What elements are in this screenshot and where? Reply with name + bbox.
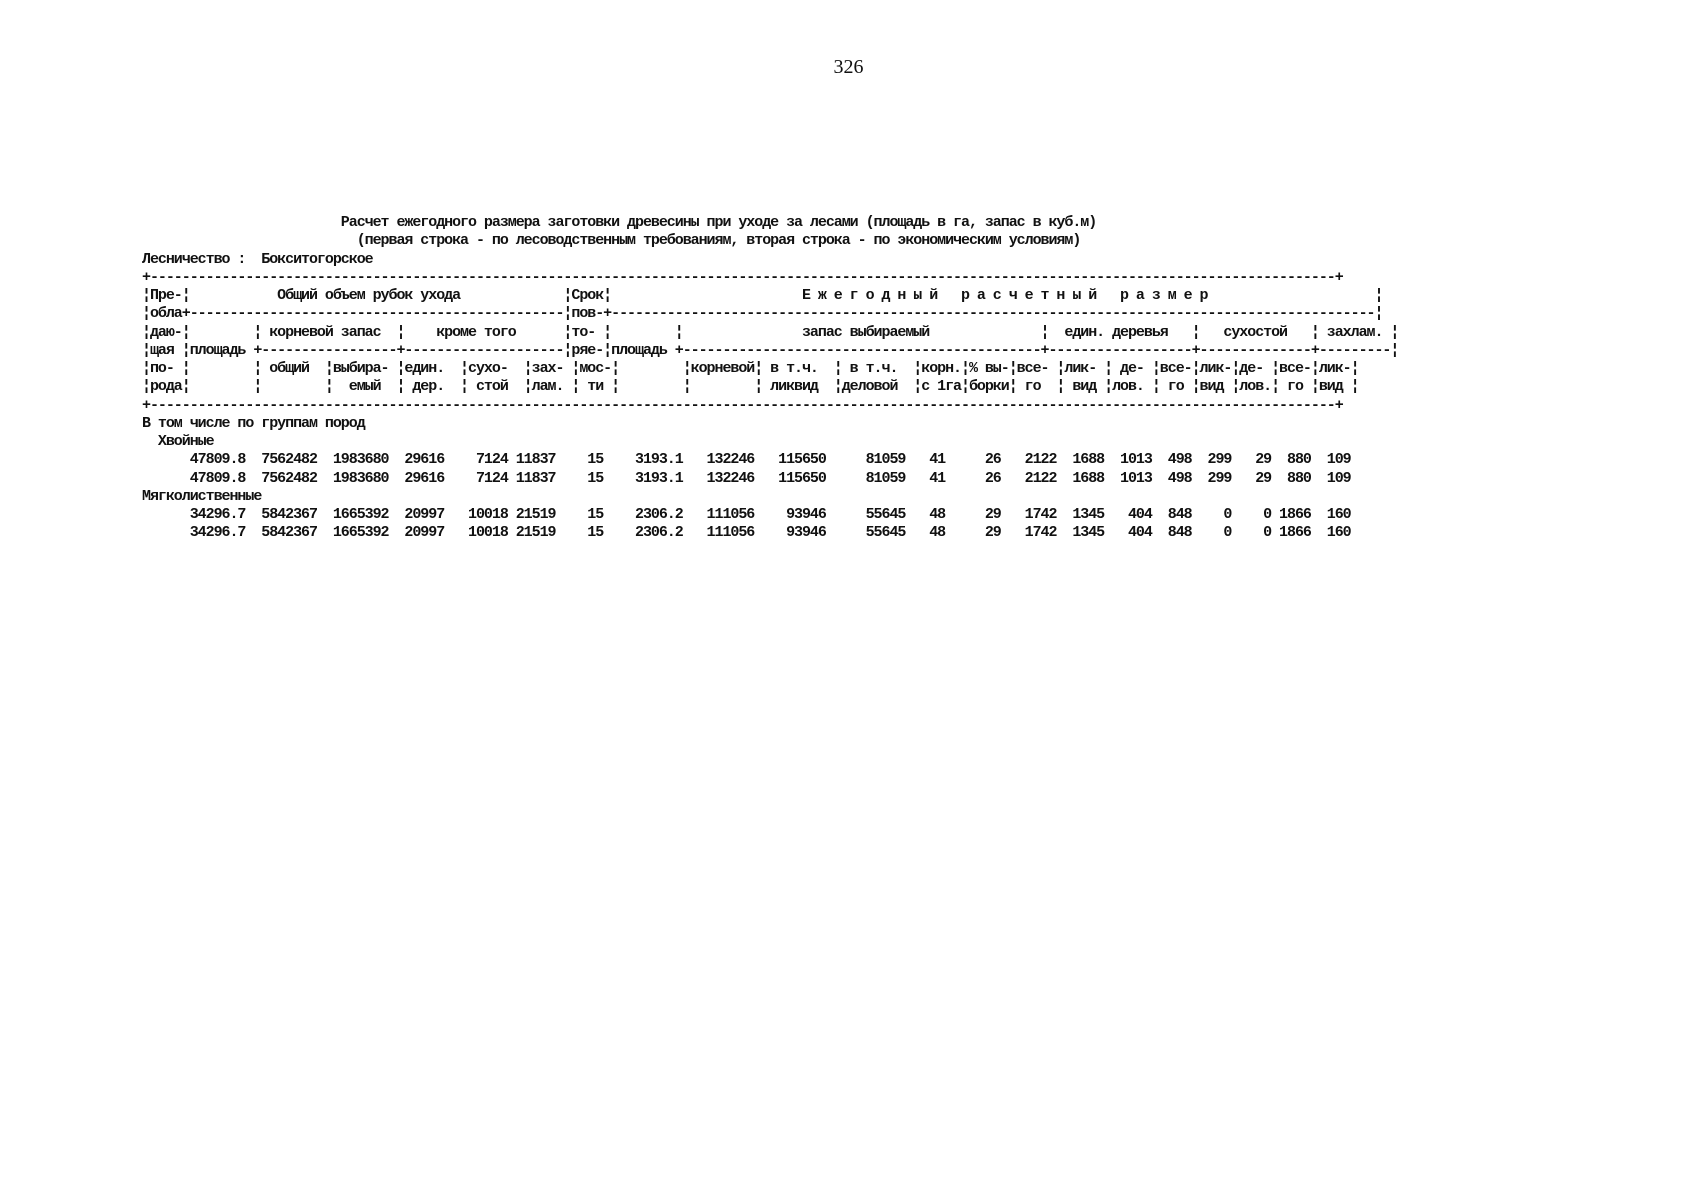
table-header-row-2: ¦обла+-----------------------------------------------¦пов-+------------------------------------------------------------------------------------------------¦ [142,305,1383,323]
report-subtitle-line: (первая строка - по лесоводственным требованиям, вторая строка - по экономическим условиям) [142,232,1081,250]
table-top-border: +-----------------------------------------------------------------------------------------------------------------------------------------------------+ [142,268,1343,286]
table-row: 47809.8 7562482 1983680 29616 7124 11837 15 3193.1 132246 115650 81059 41 26 2122 1688 1013 498 299 29 880 109 [142,469,1351,487]
table-header-row-5: ¦по- ¦ ¦ общий ¦выбира- ¦един. ¦сухо- ¦зах- ¦мос-¦ ¦корневой¦ в т.ч. ¦ в т.ч. ¦корн.¦% вы-¦все- ¦лик- ¦ де- ¦все-¦лик-¦де- ¦все-¦лик-¦ [142,360,1359,377]
table-header-bottom-border: +-----------------------------------------------------------------------------------------------------------------------------------------------------+ [142,396,1343,414]
forestry-name-line: Лесничество : Бокситогорское [142,250,373,268]
group-label-softwood-deciduous: Мягколиственные [142,487,262,505]
table-header-row-3: ¦даю-¦ ¦ корневой запас ¦ кроме того ¦то- ¦ ¦ запас выбираемый ¦ един. деревья ¦ сухостой ¦ захлам. ¦ [142,323,1399,341]
page-number: 326 [833,56,864,78]
table-header-row-1: ¦Пре-¦ Общий объем рубок ухода ¦Срок¦ Е ж е г о д н ы й р а с ч е т н ы й р а з м е р ¦ [142,287,1383,304]
group-label-conifers: Хвойные [142,433,214,450]
report-title-line: Расчет ежегодного размера заготовки древесины при уходе за лесами (площадь в га, запас в куб.м) [142,214,1097,231]
forest-harvest-report-printout [142,214,1398,543]
table-header-row-6: ¦рода¦ ¦ ¦ емый ¦ дер. ¦ стой ¦лам. ¦ ти ¦ ¦ ¦ ликвид ¦деловой ¦с 1га¦борки¦ го ¦ вид ¦лов. ¦ го ¦вид ¦лов.¦ го ¦вид ¦ [142,378,1359,396]
table-row: 34296.7 5842367 1665392 20997 10018 21519 15 2306.2 111056 93946 55645 48 29 1742 1345 404 848 0 0 1866 160 [142,506,1351,523]
table-header-row-4: ¦щая ¦площадь +-----------------+--------------------¦ряе-¦площадь +---------------------------------------------+------------------+--------------+---------¦ [142,341,1399,359]
group-caption: В том числе по группам пород [142,414,365,432]
table-row: 47809.8 7562482 1983680 29616 7124 11837 15 3193.1 132246 115650 81059 41 26 2122 1688 1013 498 299 29 880 109 [142,451,1351,469]
table-row: 34296.7 5842367 1665392 20997 10018 21519 15 2306.2 111056 93946 55645 48 29 1742 1345 404 848 0 0 1866 160 [142,524,1351,542]
